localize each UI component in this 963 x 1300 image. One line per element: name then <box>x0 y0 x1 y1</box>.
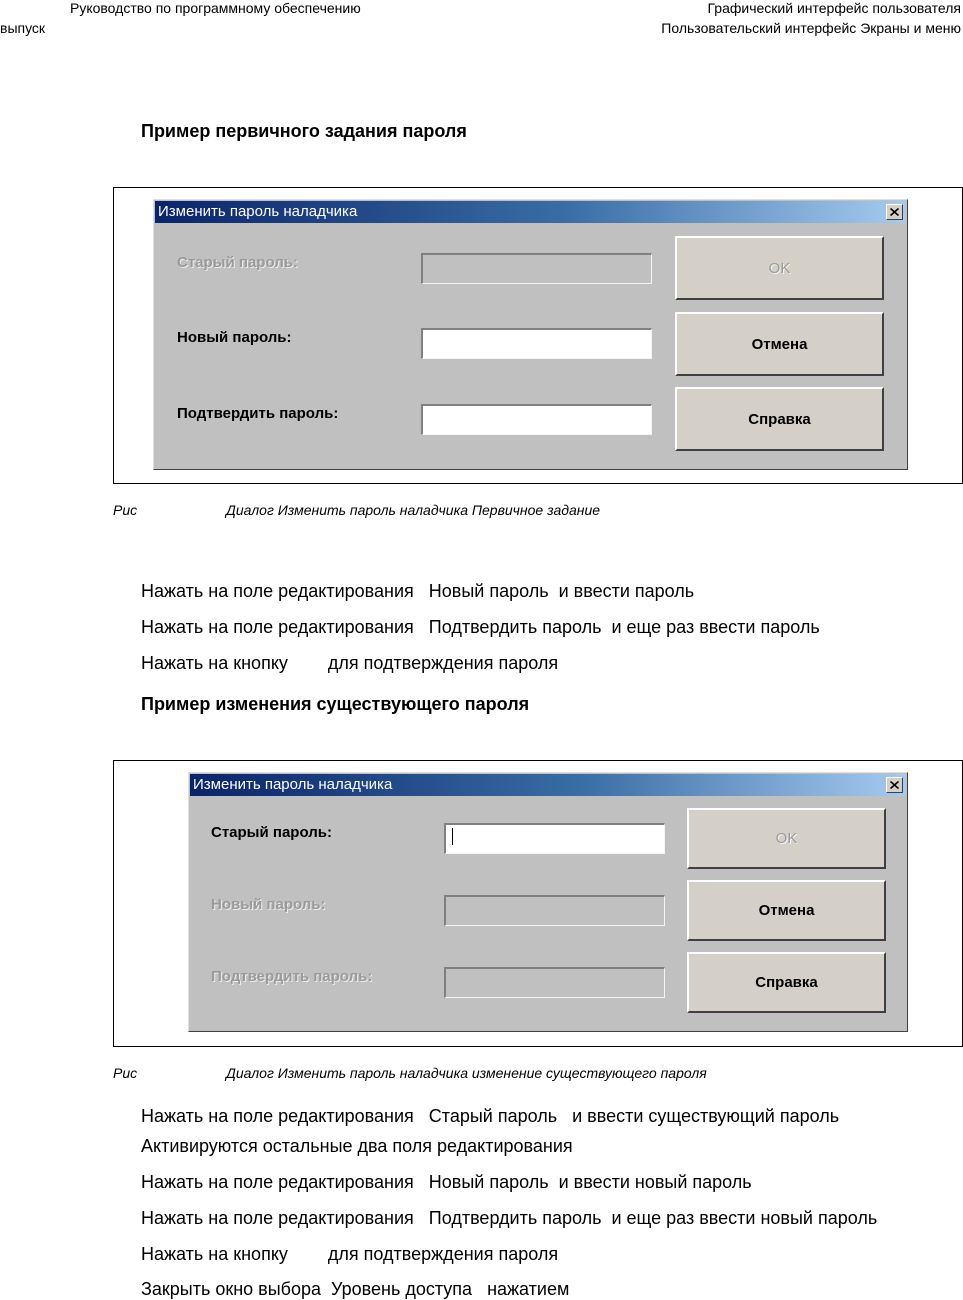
step: Нажать на поле редактирования Старый пароль и ввести существующий пароль <box>141 1106 840 1126</box>
header-section: Пользовательский интерфейс Экраны и меню <box>661 20 961 36</box>
step: Активируются остальные два поля редактирования <box>141 1136 573 1156</box>
step: Нажать на поле редактирования Новый пароль и ввести новый пароль <box>141 1172 752 1192</box>
dialog-title: Изменить пароль наладчика <box>193 776 393 793</box>
dialog-titlebar[interactable] <box>155 201 906 223</box>
cancel-button[interactable]: Отмена <box>675 312 884 376</box>
section2-title: Пример изменения существующего пароля <box>141 694 530 714</box>
old-password-label: Старый пароль: <box>211 824 332 841</box>
cancel-button[interactable]: Отмена <box>687 880 886 941</box>
close-button[interactable] <box>886 204 903 220</box>
new-password-field <box>444 895 665 926</box>
old-password-field[interactable] <box>444 823 665 854</box>
figure2-caption: Диалог Изменить пароль наладчика изменение существующего пароля <box>226 1065 707 1081</box>
help-button[interactable]: Справка <box>687 952 886 1013</box>
step: Закрыть окно выбора Уровень доступа нажатием <box>141 1279 570 1299</box>
old-password-label: Старый пароль: <box>177 254 298 271</box>
step: Нажать на поле редактирования Новый пароль и ввести пароль <box>141 581 695 601</box>
confirm-password-label: Подтвердить пароль: <box>211 968 373 985</box>
new-password-label: Новый пароль: <box>177 329 292 346</box>
new-password-label: Новый пароль: <box>211 896 326 913</box>
dialog-titlebar[interactable] <box>190 774 906 796</box>
step: Нажать на поле редактирования Подтвердить пароль и еще раз ввести новый пароль <box>141 1208 878 1228</box>
header-manual-title: Руководство по программному обеспечению <box>70 0 361 16</box>
step: Нажать на поле редактирования Подтвердить пароль и еще раз ввести пароль <box>141 617 820 637</box>
figure1-caption-prefix: Рис <box>113 502 138 518</box>
old-password-field <box>421 253 652 284</box>
confirm-password-field[interactable] <box>421 404 652 435</box>
header-edition: выпуск <box>0 20 46 36</box>
section1-title: Пример первичного задания пароля <box>141 121 467 141</box>
close-icon <box>890 781 899 789</box>
confirm-password-field <box>444 967 665 998</box>
text-caret <box>452 828 453 845</box>
change-password-dialog <box>188 772 908 1032</box>
step: Нажать на кнопку для подтверждения пароля <box>141 653 559 673</box>
new-password-field[interactable] <box>421 328 652 359</box>
figure1-frame <box>113 187 963 484</box>
step: Нажать на кнопку для подтверждения пароля <box>141 1244 559 1264</box>
header-chapter: Графический интерфейс пользователя <box>707 0 961 16</box>
close-icon <box>890 208 899 216</box>
close-button[interactable] <box>886 777 903 793</box>
figure1-caption: Диалог Изменить пароль наладчика Первичное задание <box>226 502 601 518</box>
help-button[interactable]: Справка <box>675 387 884 451</box>
ok-button: OK <box>687 808 886 869</box>
ok-button: OK <box>675 236 884 300</box>
confirm-password-label: Подтвердить пароль: <box>177 405 339 422</box>
dialog-title: Изменить пароль наладчика <box>158 203 358 220</box>
change-password-dialog <box>153 199 908 470</box>
figure2-caption-prefix: Рис <box>113 1065 138 1081</box>
figure2-frame <box>113 760 963 1047</box>
